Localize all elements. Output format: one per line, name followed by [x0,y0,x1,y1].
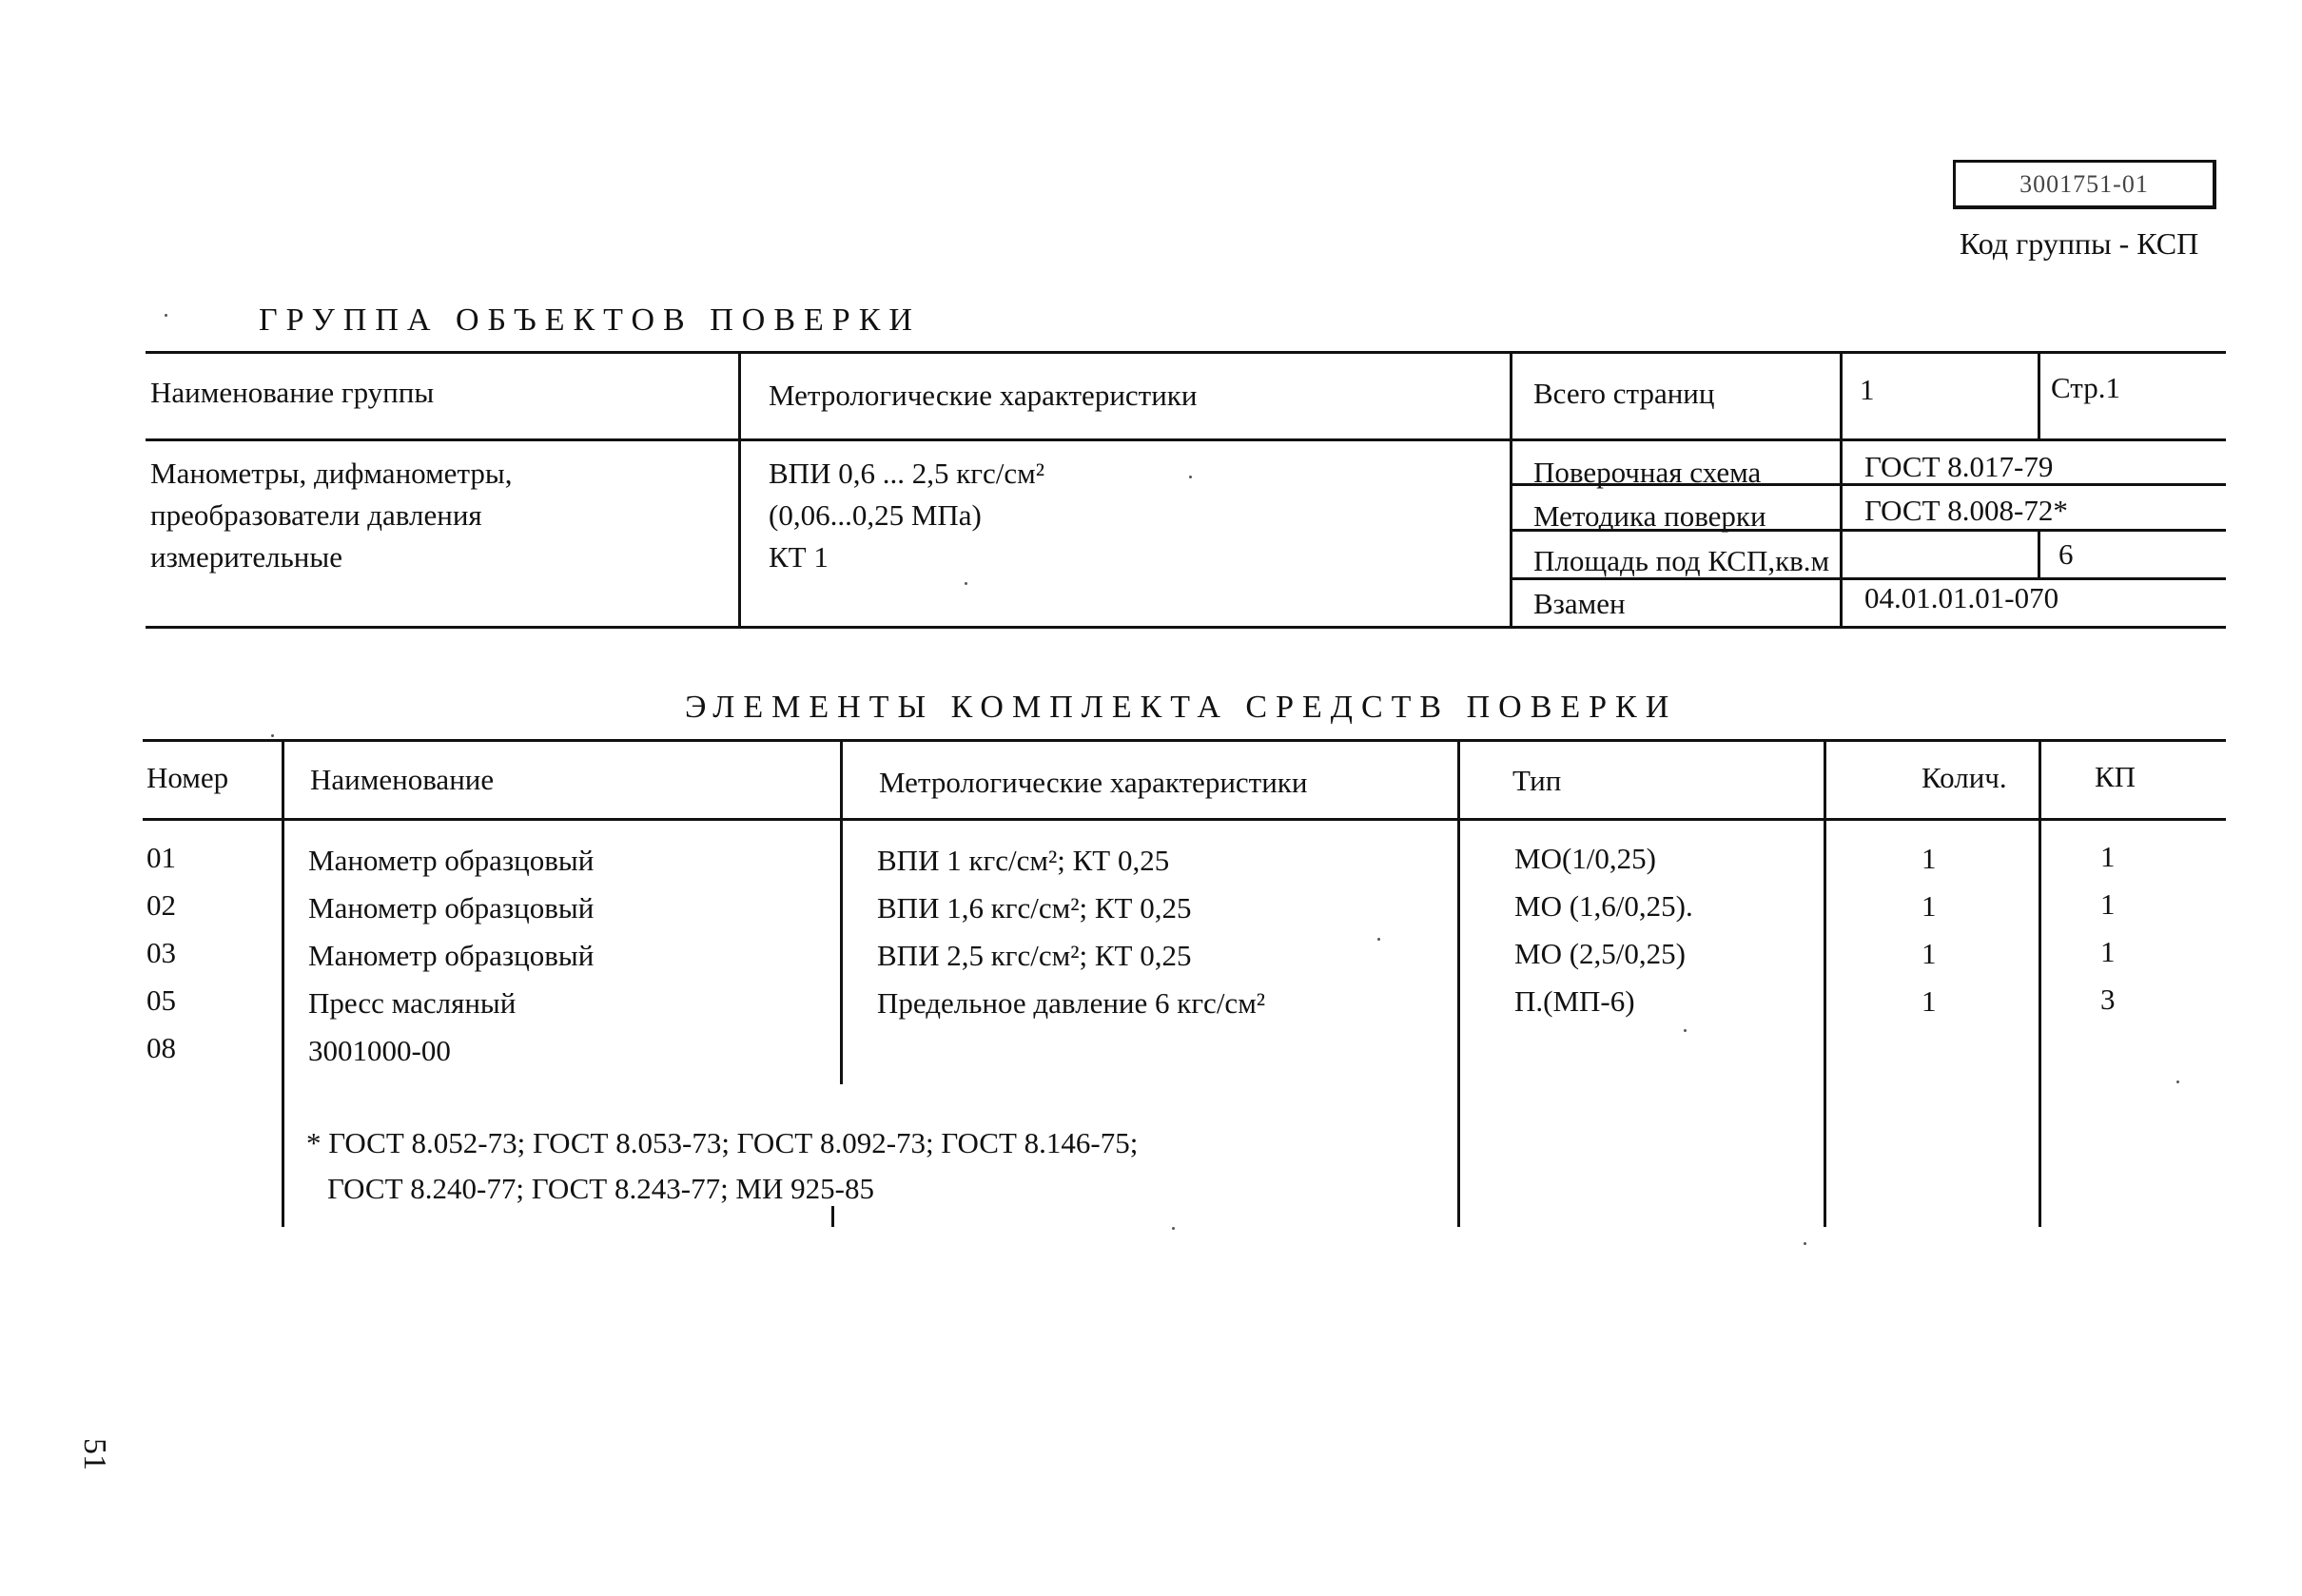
col-header-name: Наименование [310,763,495,796]
group-metro-line-3: КТ 1 [769,540,829,574]
table2-divider-4 [1824,742,1826,1227]
group-name-line-1: Манометры, дифманометры, [150,457,513,490]
row-kp: 1 [2100,840,2116,873]
group-name-line-2: преобразователи давления [150,498,482,532]
info-label-area: Площадь под КСП,кв.м [1533,544,1830,577]
row-type: МО (1,6/0,25). [1514,889,1693,923]
group-metro-line-2: (0,06...0,25 МПа) [769,498,982,532]
row-kp: 1 [2100,935,2116,968]
info-value-method: ГОСТ 8.008-72* [1864,494,2068,527]
header-total-pages: Всего страниц [1533,377,1715,410]
info-area-divider [2038,532,2040,577]
row-name: Пресс масляный [308,986,517,1020]
footnote-line-2: ГОСТ 8.240-77; ГОСТ 8.243-77; МИ 925-85 [327,1172,874,1205]
info-value-area: 6 [2058,537,2074,571]
row-kp: 1 [2100,887,2116,921]
scan-speck [1684,1029,1687,1032]
header-total-pages-value: 1 [1860,373,1875,406]
col-header-num: Номер [146,761,229,794]
row-num: 01 [146,841,176,874]
document-code-box [1953,160,2216,209]
table1-header-rule [146,438,2226,441]
header-group-name: Наименование группы [150,376,435,409]
info-value-scheme: ГОСТ 8.017-79 [1864,450,2054,483]
info-label-replaces: Взамен [1533,587,1626,620]
col-header-metro: Метрологические характеристики [879,766,1308,799]
row-num: 08 [146,1031,176,1064]
row-type: МО (2,5/0,25) [1514,937,1686,970]
table1-divider-3 [1840,354,1843,629]
row-name: 3001000-00 [308,1034,451,1067]
group-name-line-3: измерительные [150,540,342,574]
row-metro: ВПИ 2,5 кгс/см²; КТ 0,25 [877,939,1192,972]
col-header-kp: КП [2095,760,2136,793]
row-num: 03 [146,936,176,969]
col-header-type: Тип [1512,764,1562,797]
table2-divider-2 [840,742,843,1084]
scan-speck [1189,476,1192,478]
row-num: 02 [146,888,176,922]
group-code-label: Код группы - КСП [1960,226,2199,261]
table2-divider-1 [282,742,284,1227]
info-label-scheme: Поверочная схема [1533,456,1762,489]
row-name: Манометр образцовый [308,891,595,925]
elements-section-title: ЭЛЕМЕНТЫ КОМПЛЕКТА СРЕДСТВ ПОВЕРКИ [685,690,1678,725]
row-qty: 1 [1922,842,1937,875]
footnote-line-1: * ГОСТ 8.052-73; ГОСТ 8.053-73; ГОСТ 8.092-73; ГОСТ 8.146-75; [306,1126,1139,1159]
table2-divider-3 [1457,742,1460,1227]
row-qty: 1 [1922,984,1937,1018]
row-type: МО(1/0,25) [1514,842,1656,875]
col-header-qty: Колич. [1922,761,2007,794]
table1-bottom-rule [146,626,2226,629]
group-metro-line-1: ВПИ 0,6 ... 2,5 кгс/см² [769,457,1045,490]
scan-speck [1172,1227,1175,1230]
row-kp: 3 [2100,983,2116,1016]
document-code: 3001751-01 [2019,170,2149,198]
row-metro: ВПИ 1,6 кгс/см²; КТ 0,25 [877,891,1192,925]
table2-divider-5 [2039,742,2041,1227]
scan-speck [271,734,274,737]
table1-divider-2 [1510,354,1512,629]
scan-speck [1804,1242,1806,1245]
row-name: Манометр образцовый [308,844,595,877]
scan-speck [1377,938,1380,941]
info-label-method: Методика поверки [1533,499,1766,533]
table2-header-rule [143,818,2226,821]
row-metro: Предельное давление 6 кгс/см² [877,986,1266,1020]
scan-speck [2176,1080,2179,1083]
header-page: Стр.1 [2051,371,2120,404]
scan-speck [165,314,167,317]
info-value-replaces: 04.01.01.01-070 [1864,581,2059,614]
row-name: Манометр образцовый [308,939,595,972]
table2-top-rule [143,739,2226,742]
table1-divider-1 [738,354,741,629]
table1-divider-4 [2038,354,2040,438]
row-metro: ВПИ 1 кгс/см²; КТ 0,25 [877,844,1170,877]
header-metro: Метрологические характеристики [769,379,1198,412]
scan-speck [965,582,967,585]
row-num: 05 [146,983,176,1017]
row-type: П.(МП-6) [1514,984,1635,1018]
row-qty: 1 [1922,889,1937,923]
group-section-title: ГРУППА ОБЪЕКТОВ ПОВЕРКИ [259,302,921,338]
footnote-tick [831,1206,834,1227]
page-number: 51 [77,1438,112,1470]
row-qty: 1 [1922,937,1937,970]
table1-top-rule [146,351,2226,354]
